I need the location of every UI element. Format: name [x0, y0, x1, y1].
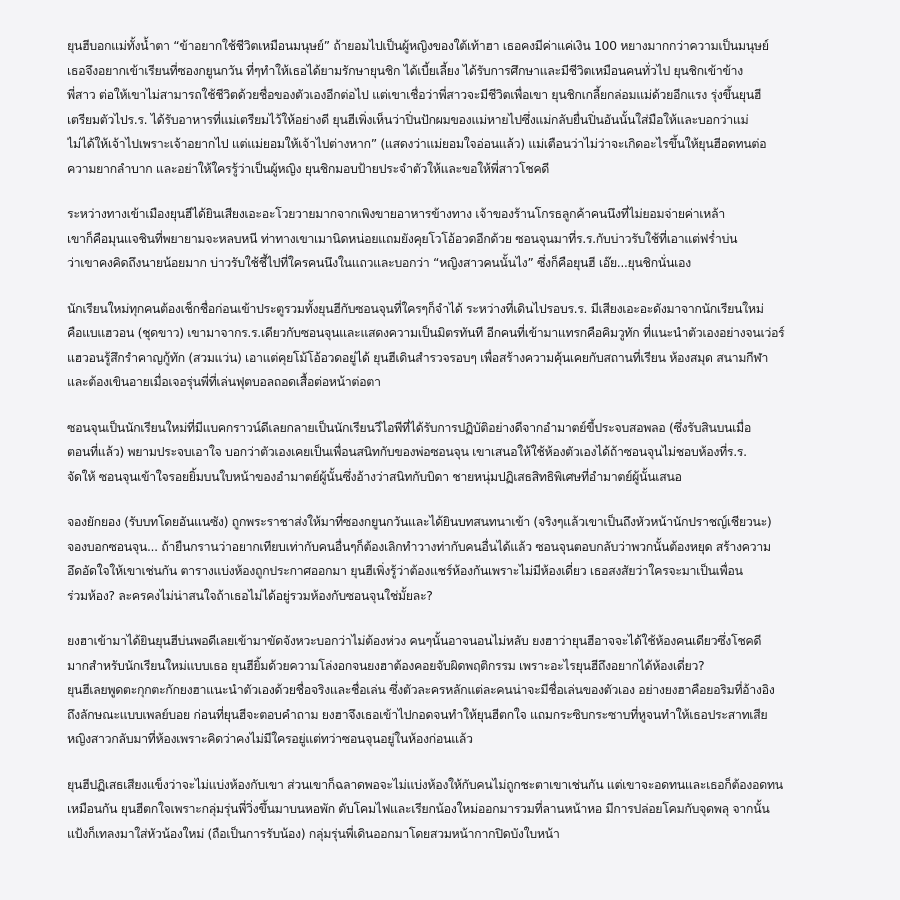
paragraph-line: ยุนฮีบอกแม่ทั้งน้ำตา “ข้าอยากใช้ชีวิตเหมือนมนุษย์” ถ้ายอมไปเป็นผู้หญิงของใต้เท้าฮา เธอคงมีค่าแค่เงิน 100 หยางมากกว่าความเป็นมนุษย์: [67, 38, 769, 53]
paragraph-line: จัดให้ ซอนจุนเข้าใจรอยยิ้มบนใบหน้าของอำมาตย์ผู้นั้นซึ่งอ้างว่าสนิทกับบิดา ชายหนุ่มปฏิเสธสิทธิพิเศษที่อำมาตย์ผู้นั้นเสนอ: [67, 468, 682, 484]
paragraph-line: จองบอกซอนจุน... ถ้ายืนกรานว่าอยากเทียบเท่ากับคนอื่นๆก็ต้องเลิกทำวางท่ากับคนอื่นได้แล้ว ซอนจุนตอบกลับว่าพวกนั้นต้องหยุด สร้างความ: [67, 538, 771, 554]
paragraph-line: แฮวอนรู้สึกรำคาญกู้ทัก (สวมแว่น) เอาแต่คุยโม้โอ้อวดอยู่ได้ ยุนฮีเดินสำรวจรอบๆ เพื่อสร้างความคุ้นเคยกับสถานที่เรียน ห้องสมุด สนามกีฬา: [67, 349, 768, 365]
paragraph: [67, 510, 876, 608]
paragraph: [67, 416, 876, 490]
paragraph-line: เหมือนกัน ยุนฮีตกใจเพราะกลุ่มรุ่นพี่วิ่งขึ้นมาบนหอพัก ดับโคมไฟและเรียกน้องใหม่ออกมารวมที่ลานหน้าหอ มีการปล่อยโคมกับจุดพลุ จากนั้น: [67, 801, 770, 816]
paragraph-line: คือแบแฮวอน (ชุดขาว) เขามาจากร.ร.เดียวกับซอนจุนและแสดงความเป็นมิตรทันที อีกคนที่เข้ามาแทรกคือคิมวูทัก ที่แนะนำตัวเองอย่างจนเว่อร์: [67, 325, 785, 340]
paragraph-line: อึดอัดใจให้เขาเช่นกัน ตารางแบ่งห้องถูกประกาศออกมา ยุนฮีเพิ่งรู้ว่าต้องแชร์ห้องกันเพราะไม่มีห้องเดี่ยว เธอสงสัยว่าใครจะมาเป็นเพื่อน: [67, 563, 743, 578]
paragraph: [67, 202, 876, 276]
paragraph-line: และต้องเขินอายเมื่อเจอรุ่นพี่ที่เล่นฟุตบอลถอดเสื้อต่อหน้าต่อตา: [67, 374, 381, 389]
paragraph: [67, 773, 876, 847]
paragraph-line: ร่วมห้อง? ละครคงไม่น่าสนใจถ้าเธอไม่ได้อยู่รวมห้องกับซอนจุนใช่มั้ยละ?: [67, 587, 433, 603]
paragraph-line: เขาก็คือมุนแจชินที่พยายามจะหลบหนี ท่าทางเขาเมานิดหน่อยแถมยังคุยโวโอ้อวดอีกด้วย ซอนจุนมาที่ร.ร.กับบ่าวรับใช้ที่เอาแต่ฟร่ำบ่น: [67, 230, 738, 246]
paragraph-line: ว่าเขาคงคิดถึงนายน้อยมาก บ่าวรับใช้ชี้ไปที่ใครคนนึงในแถวและบอกว่า “หญิงสาวคนนั้นไง” ซึ่งก็คือยุนฮี เอ๊ย...ยุนชิกนั่นเอง: [67, 255, 691, 270]
paragraph-line: ระหว่างทางเข้าเมืองยุนฮีได้ยินเสียงเอะอะโวยวายมากจากเพิงขายอาหารข้างทาง เจ้าของร้านโกรธลูกค้าคนนึงที่ไม่ยอมจ่ายค่าเหล้า: [67, 206, 725, 221]
article-body: [67, 34, 876, 846]
paragraph: [67, 629, 876, 752]
paragraph-line: ตอนที่แล้ว) พยามประจบเอาใจ บอกว่าตัวเองเคยเป็นเพื่อนสนิทกับของพ่อซอนจุน เขาเสนอให้ใช้ห้องตัวเองได้ถ้าซอนจุนไม่ชอบห้องที่ร.ร.: [67, 444, 747, 459]
paragraph-line: ยุนฮีปฏิเสธเสียงแข็งว่าจะไม่แบ่งห้องกับเขา ส่วนเขาก็ฉลาดพอจะไม่แบ่งห้องให้กับคนไม่ถูกชะตาเขาเช่นกัน แต่เขาจะอดทนและเธอก็ต้องอดทน: [67, 776, 783, 792]
paragraph: [67, 34, 876, 181]
paragraph-line: พี่สาว ต่อให้เขาไม่สามารถใช้ชีวิตด้วยชื่อของตัวเองอีกต่อไป แต่เขาเชื่อว่าพี่สาวจะมีชีวิตเพื่อเขา ยุนชิกเกลี้ยกล่อมแม่ด้วยอีกแรง รุ่งขึ้นยุนฮี: [67, 87, 762, 102]
paragraph-line: แป้งก็เทลงมาใส่หัวน้องใหม่ (ถือเป็นการรับน้อง) กลุ่มรุ่นพี่เดินออกมาโดยสวมหน้ากากปิดบังใบหน้า: [67, 825, 560, 841]
paragraph-line: มากสำหรับนักเรียนใหม่แบบเธอ ยุนฮียิ้มด้วยความโล่งอกจนยงฮาต้องคอยจับผิดพฤติกรรม เพราะอะไรยุนฮีถึงอยากได้ห้องเดี่ยว?: [67, 657, 705, 673]
paragraph-line: ซอนจุนเป็นนักเรียนใหม่ที่มีแบคกราวน์ดีเลยกลายเป็นนักเรียนวีไอพีที่ได้รับการปฏิบัติอย่างดีจากอำมาตย์ขี้ประจบสอพลอ (ซึ่งรับสินบนเมื่อ: [67, 419, 751, 435]
paragraph-line: ยงฮาเข้ามาได้ยินยุนฮีบ่นพอดีเลยเข้ามาขัดจังหวะบอกว่าไม่ต้องห่วง คนๆนั้นอาจนอนไม่หลับ ยงฮาว่ายุนฮีอาจจะได้ใช้ห้องคนเดียวซึ่งโชคดี: [67, 633, 762, 648]
paragraph-line: หญิงสาวกลับมาที่ห้องเพราะคิดว่าคงไม่มีใครอยู่แต่ทว่าซอนจุนอยู่ในห้องก่อนแล้ว: [67, 731, 473, 746]
paragraph: [67, 297, 876, 395]
paragraph-line: เธอจึงอยากเข้าเรียนที่ซองกยูนกวัน ที่ๆทำให้เธอได้ยามรักษายุนชิก ได้เบี้ยเลี้ยง ได้รับการศึกษาและมีชีวิตเหมือนคนทั่วไป ยุนชิกเข้าข้าง: [67, 62, 743, 78]
paragraph-line: เตรียมตัวไปร.ร. ได้รับอาหารที่แม่เตรียมไว้ให้อย่างดี ยุนฮีเพิ่งเห็นว่าปิ่นปักผมของแม่หายไปซึ่งแม่กลับยื่นปิ่นอันนั้นใส่มือให้และบอกว่าแม่: [67, 111, 749, 127]
paragraph-line: ถึงลักษณะแบบเพลย์บอย ก่อนที่ยุนฮีจะตอบคำถาม ยงฮาจึงเธอเข้าไปกอดจนทำให้ยุนฮีตกใจ แถมกระซิบกระซาบที่หูจนทำให้เธอประสาทเสีย: [67, 706, 768, 722]
paragraph-line: ความยากลำบาก และอย่าให้ใครรู้ว่าเป็นผู้หญิง ยุนชิกมอบป้ายประจำตัวให้และขอให้พี่สาวโชคดี: [67, 160, 550, 176]
paragraph-line: ไม่ได้ให้เจ้าไปเพราะเจ้าอยากไป แต่แม่ยอมให้เจ้าไปต่างหาก” (แสดงว่าแม่ยอมใจอ่อนแล้ว) แม่เตือนว่าไม่ว่าจะเกิดอะไรขึ้นให้ยุนฮีอดทนต่อ: [67, 136, 767, 151]
paragraph-line: จองยักยอง (รับบทโดยอันแนซัง) ถูกพระราชาส่งให้มาที่ซองกยูนกวันและได้ยินบทสนทนาเข้า (จริงๆแล้วเขาเป็นถึงหัวหน้านักปราชญ์เชียวนะ): [67, 514, 772, 529]
paragraph-line: ยุนฮีเลยพูดตะกุกตะกักยงฮาแนะนำตัวเองด้วยชื่อจริงและชื่อเล่น ซึ่งตัวละครหลักแต่ละคนน่าจะมีชื่อเล่นของตัวเอง อย่างยงฮาคือยอริมที่อ้างอิง: [67, 682, 775, 697]
paragraph-line: นักเรียนใหม่ทุกคนต้องเช็กชื่อก่อนเข้าประตูรวมทั้งยุนฮีกับซอนจุนที่ใครๆก็จำได้ ระหว่างที่เดินไปรอบร.ร. มีเสียงเอะอะดังมาจากนักเรียนใหม่: [67, 300, 764, 316]
